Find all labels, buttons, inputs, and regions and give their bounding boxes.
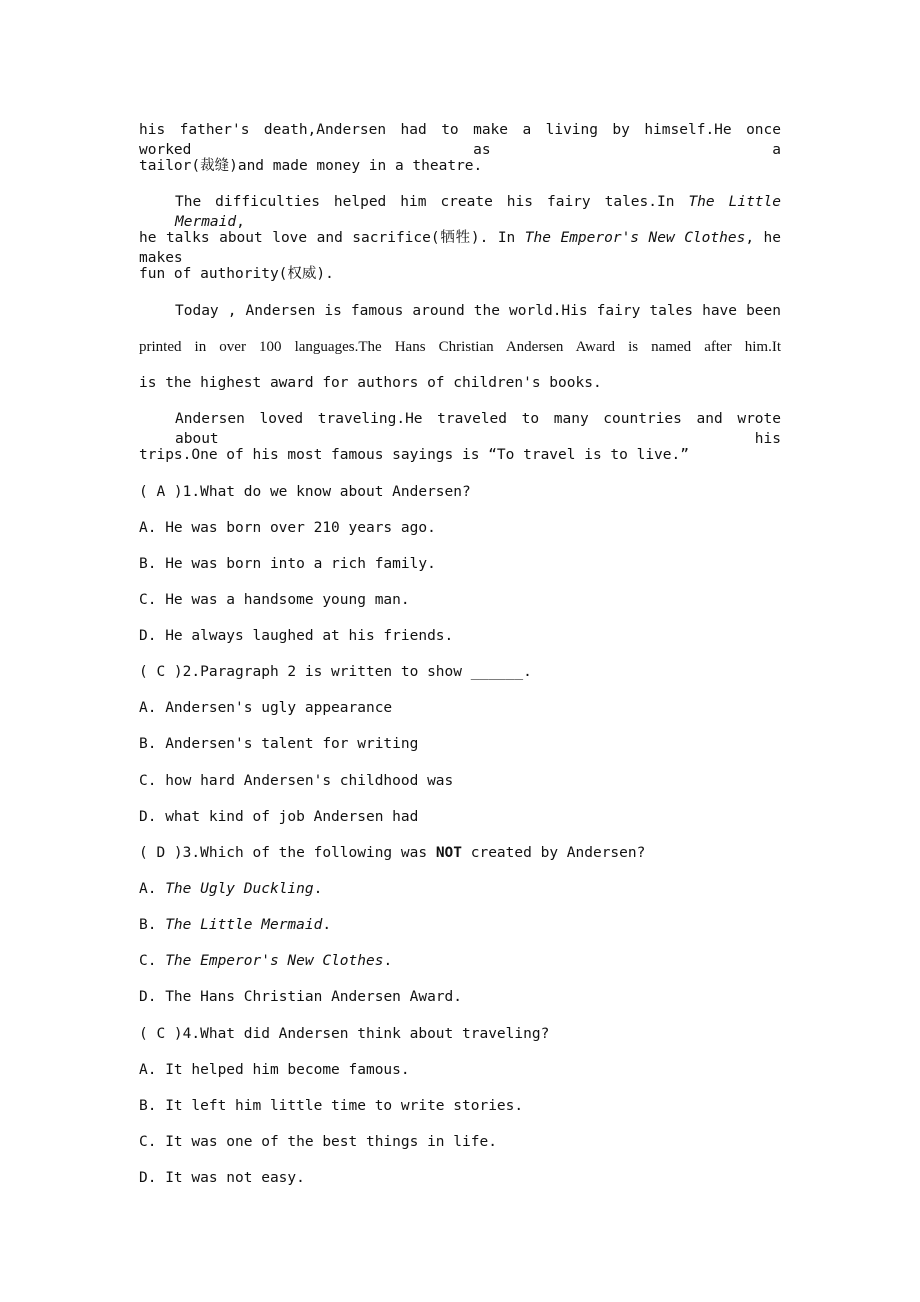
question-1-option-d: D. He always laughed at his friends. [139, 628, 454, 644]
q3-a-title: The Ugly Duckling [165, 881, 314, 897]
q3-stem-a: ( D )3.Which of the following was [139, 845, 436, 861]
passage-p4-line1: Andersen loved traveling.He traveled to many countries and wrote about his [175, 411, 781, 447]
q3-a-suffix: . [313, 881, 323, 897]
q3-b-prefix: B. [139, 917, 166, 933]
q3-d-title: The Hans Christian Andersen Award [165, 989, 454, 1005]
p2-line1-text: The difficulties helped him create his fairy tales.In [175, 194, 689, 210]
question-2-option-c: C. how hard Andersen's childhood was [139, 773, 454, 789]
q3-stem-not: NOT [435, 845, 463, 861]
q3-c-prefix: C. [139, 953, 166, 969]
q3-d-prefix: D. [139, 989, 166, 1005]
question-2-option-a: A. Andersen's ugly appearance [139, 700, 393, 716]
question-3-stem [139, 843, 781, 863]
question-4-option-d: D. It was not easy. [139, 1170, 305, 1186]
question-3-option-b [139, 915, 781, 935]
p2-line1-comma: , [236, 214, 245, 230]
question-2-option-d: D. what kind of job Andersen had [139, 809, 419, 825]
passage-p1-line2: tailor(裁缝)and made money in a theatre. [139, 158, 483, 174]
question-3-option-a [139, 879, 781, 899]
passage-p3-line1: Today , Andersen is famous around the world.His fairy tales have been [175, 303, 781, 319]
p2-line2-text: he talks about love and sacrifice(牺牲). In [139, 230, 525, 246]
question-1-stem: ( A )1.What do we know about Andersen? [139, 484, 471, 500]
q3-d-suffix: . [453, 989, 463, 1005]
q3-a-prefix: A. [139, 881, 166, 897]
q3-b-suffix: . [322, 917, 332, 933]
passage-p3-line3: is the highest award for authors of children's books. [139, 375, 602, 391]
question-3-option-d [139, 987, 781, 1007]
passage-p3-line2: printed in over 100 languages.The Hans Christian Andersen Award is named after him.It [139, 339, 781, 355]
question-1-option-c: C. He was a handsome young man. [139, 592, 410, 608]
passage-p4-line2: trips.One of his most famous sayings is “To travel is to live.” [139, 447, 689, 463]
question-2-stem: ( C )2.Paragraph 2 is written to show ______. [139, 664, 532, 680]
q3-stem-b: created by Andersen? [462, 845, 646, 861]
title-little-mermaid: The Little Mermaid [175, 194, 781, 230]
q3-c-title: The Emperor's New Clothes [165, 953, 384, 969]
q3-b-title: The Little Mermaid [165, 917, 323, 933]
question-4-stem: ( C )4.What did Andersen think about traveling? [139, 1026, 550, 1042]
passage-p2-line2 [139, 228, 781, 266]
question-2-option-b: B. Andersen's talent for writing [139, 736, 419, 752]
title-emperors-new-clothes: The Emperor's New Clothes [524, 230, 746, 246]
q3-c-suffix: . [383, 953, 393, 969]
question-4-option-a: A. It helped him become famous. [139, 1062, 410, 1078]
question-1-option-a: A. He was born over 210 years ago. [139, 520, 436, 536]
question-4-option-c: C. It was one of the best things in life. [139, 1134, 497, 1150]
question-3-option-c [139, 951, 781, 971]
passage-p2-line1 [175, 192, 781, 230]
passage-p2-line3: fun of authority(权威). [139, 266, 334, 282]
passage-p1-line1: his father's death,Andersen had to make a living by himself.He once worked as a [139, 122, 781, 158]
question-1-option-b: B. He was born into a rich family. [139, 556, 436, 572]
p2-line2-tail: , he makes [139, 230, 781, 266]
question-4-option-b: B. It left him little time to write stories. [139, 1098, 524, 1114]
